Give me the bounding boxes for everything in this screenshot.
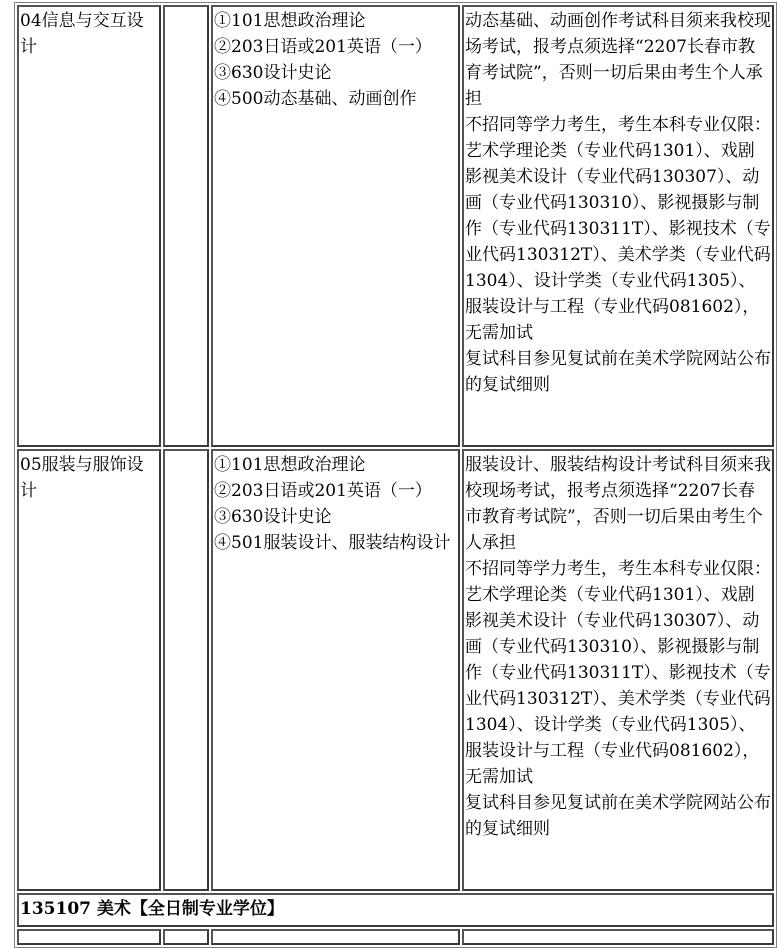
research-direction-cell: 05服装与服饰设计 [17, 449, 161, 891]
remark-paragraph: 动态基础、动画创作考试科目须来我校现场考试，报考点须选择“2207长春市教育考试院”，否则一切后果由考生个人承担 [465, 11, 771, 109]
table-row [17, 929, 774, 945]
section-header-row [17, 893, 774, 927]
remark-paragraph: 复试科目参见复试前在美术学院网站公布的复试细则 [465, 349, 771, 395]
section-header: 135107 美术【全日制专业学位】 [17, 893, 774, 927]
empty-cell [462, 929, 774, 945]
exam-subject: ①101思想政治理论 [214, 11, 366, 31]
exam-subject: ④500动态基础、动画创作 [214, 89, 417, 109]
exam-subjects-cell [211, 449, 460, 891]
exam-subject: ③630设计史论 [214, 507, 332, 527]
admissions-table [14, 2, 777, 948]
empty-cell [211, 929, 460, 945]
remarks-cell [462, 449, 774, 891]
enrollment-count-cell [163, 449, 209, 891]
research-direction-cell: 04信息与交互设计 [17, 5, 161, 447]
exam-subject: ①101思想政治理论 [214, 455, 366, 475]
exam-subject: ②203日语或201英语（一） [214, 481, 432, 501]
exam-subjects-cell [211, 5, 460, 447]
empty-cell [17, 929, 161, 945]
remark-paragraph: 不招同等学力考生，考生本科专业仅限：艺术学理论类（专业代码1301）、戏剧影视美术设计（专业代码130307）、动画（专业代码130310）、影视摄影与制作（专业代码130311T）、影视技术（专业代码130312T）、美术学类（专业代码1304）、设计学类（专业代码1305）、服装设计与工程（专业代码081602），无需加试 [465, 559, 771, 787]
exam-subject: ②203日语或201英语（一） [214, 37, 432, 57]
table-row [17, 5, 774, 447]
remark-paragraph: 不招同等学力考生，考生本科专业仅限：艺术学理论类（专业代码1301）、戏剧影视美术设计（专业代码130307）、动画（专业代码130310）、影视摄影与制作（专业代码130311T）、影视技术（专业代码130312T）、美术学类（专业代码1304）、设计学类（专业代码1305）、服装设计与工程（专业代码081602），无需加试 [465, 115, 771, 343]
remark-paragraph: 服装设计、服装结构设计考试科目须来我校现场考试，报考点须选择“2207长春市教育考试院”，否则一切后果由考生个人承担 [465, 455, 771, 553]
empty-cell [163, 929, 209, 945]
exam-subject: ③630设计史论 [214, 63, 332, 83]
remarks-cell [462, 5, 774, 447]
exam-subject: ④501服装设计、服装结构设计 [214, 533, 451, 553]
enrollment-count-cell [163, 5, 209, 447]
table-row [17, 449, 774, 891]
remark-paragraph: 复试科目参见复试前在美术学院网站公布的复试细则 [465, 793, 771, 839]
